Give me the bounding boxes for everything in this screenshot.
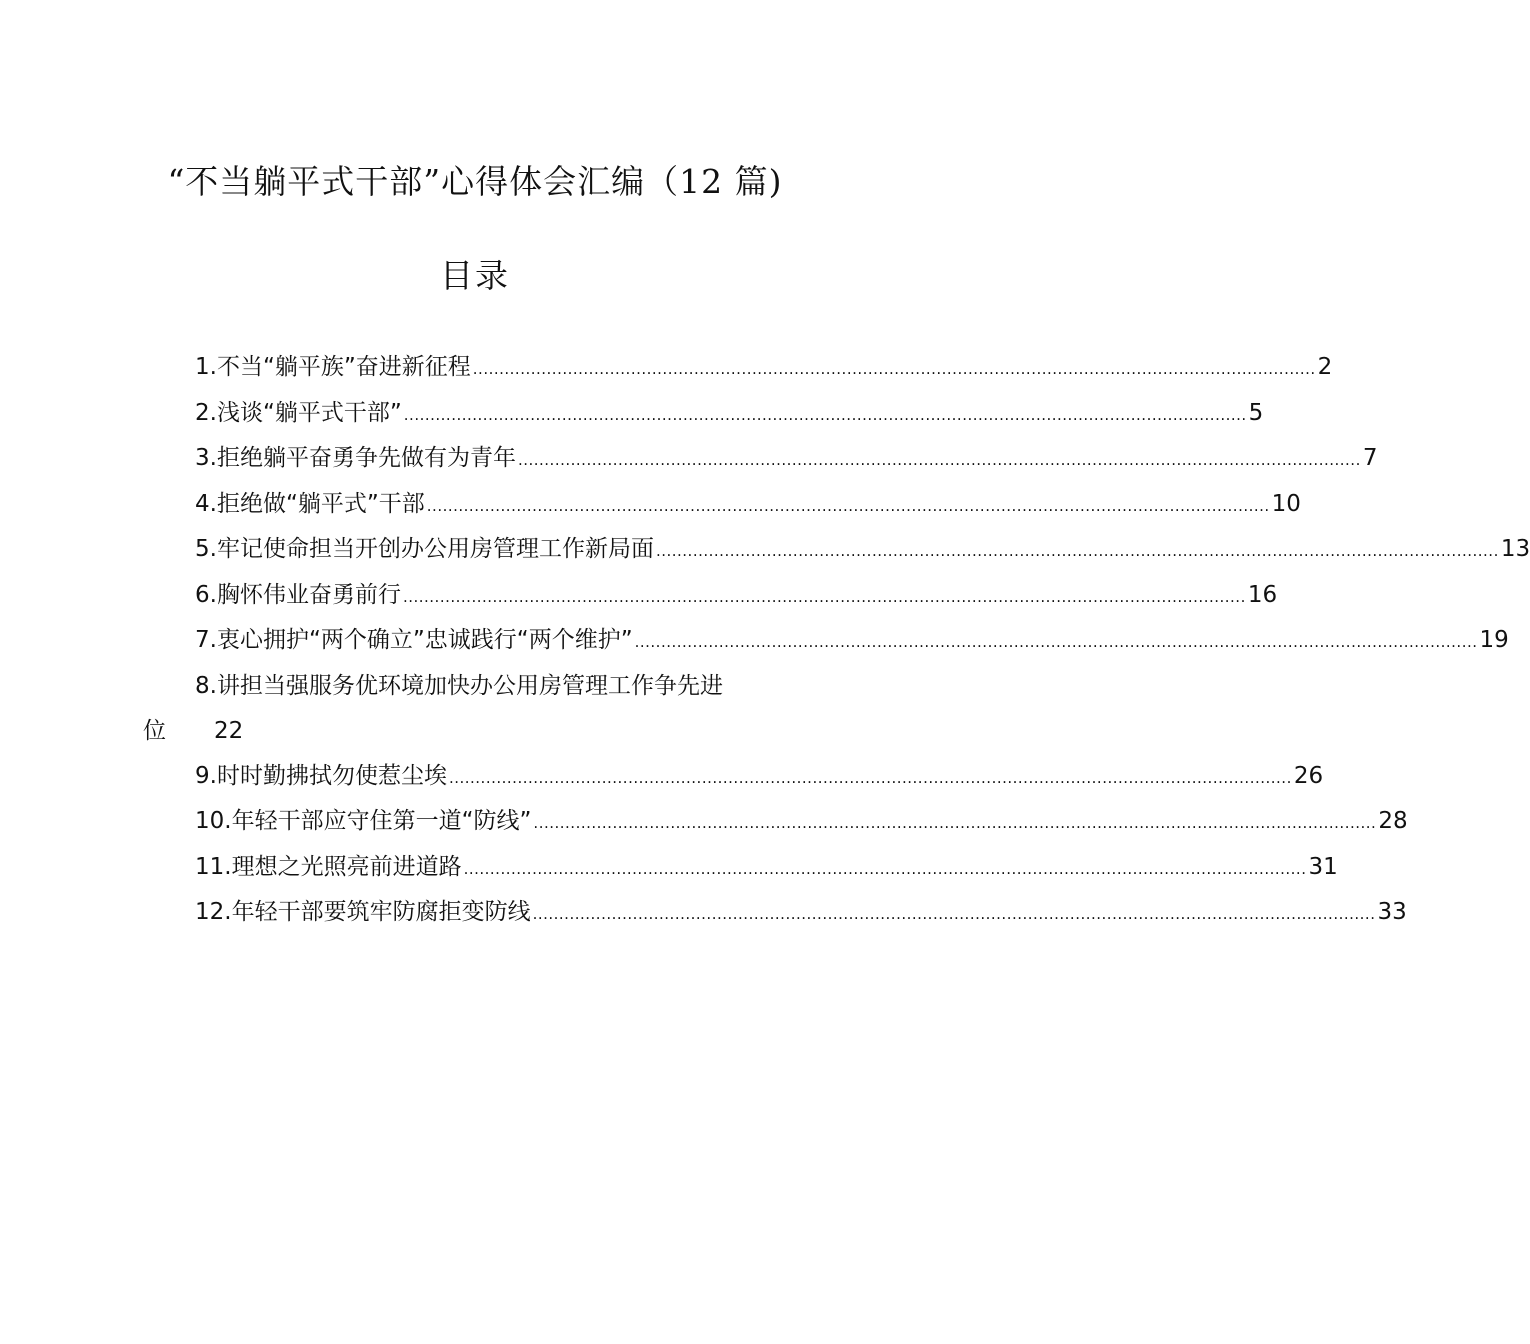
toc-entry[interactable] [195,527,1530,573]
toc-dot-leader: ................................................................................................................................................................ [532,905,1376,923]
toc-entry[interactable] [195,845,1338,891]
toc-entry-page: 2 [1317,354,1333,380]
toc-entry-page: 19 [1479,627,1509,653]
toc-entry[interactable] [195,618,1509,664]
toc-entry-page: 7 [1362,445,1378,471]
toc-heading: 目录 [440,256,510,295]
toc-entry-page: 31 [1308,853,1338,880]
toc-dot-leader: ................................................................................................................................................................ [402,587,1246,606]
toc-entry-label: 2.浅谈“躺平式干部” [195,399,402,426]
toc-dot-leader: ................................................................................................................................................................ [533,814,1377,832]
toc-entry-page: 28 [1378,808,1408,834]
toc-dot-leader: ................................................................................................................................................................ [426,496,1270,515]
toc-dot-leader: ................................................................................................................................................................ [463,859,1307,878]
toc-dot-leader: ................................................................................................................................................................ [634,633,1478,651]
toc-entry-page: 22 [214,717,244,744]
toc-dot-leader: ................................................................................................................................................................ [448,768,1292,787]
toc-entry[interactable] [195,436,1378,482]
toc-entry-label: 10.年轻干部应守住第一道“防线” [195,808,532,834]
toc-entry-page: 13 [1500,536,1530,562]
toc-dot-leader: ................................................................................................................................................................ [472,360,1316,378]
toc-entry-page: 16 [1247,581,1278,608]
toc-entry[interactable] [195,482,1301,528]
toc-entry-label: 12.年轻干部要筑牢防腐拒变防线 [195,899,531,925]
toc-entry-label: 3.拒绝躺平奋勇争先做有为青年 [195,445,516,471]
toc-entry[interactable] [195,573,1278,619]
toc-entry-label: 8.讲担当强服务优环境加快办公用房管理工作争先进 [195,672,723,699]
toc-entry[interactable] [195,799,1408,845]
toc-entry-page: 5 [1248,399,1264,426]
toc-entry[interactable] [143,664,812,754]
toc-entry-label: 4.拒绝做“躺平式”干部 [195,490,425,517]
toc-entry[interactable] [195,754,1324,800]
toc-dot-leader: ................................................................................................................................................................ [517,451,1361,469]
toc-entry-page: 33 [1377,899,1407,925]
toc-entry[interactable] [195,391,1264,437]
toc-entry-label: 1.不当“躺平族”奋进新征程 [195,354,471,380]
document-title: “不当躺平式干部”心得体会汇编（12 篇) [167,162,783,201]
toc-entry-page: 26 [1293,762,1324,789]
toc-entry[interactable] [195,345,1333,391]
toc-entry-label: 7.衷心拥护“两个确立”忠诚践行“两个维护” [195,627,633,653]
toc-entry-label: 11.理想之光照亮前进道路 [195,853,462,880]
toc-dot-leader: ................................................................................................................................................................ [655,542,1499,560]
toc-entry-page: 10 [1271,490,1301,517]
toc-entry[interactable] [195,890,1407,936]
toc-entry-label: 6.胸怀伟业奋勇前行 [195,581,401,608]
toc-entry-label: 5.牢记使命担当开创办公用房管理工作新局面 [195,536,654,562]
toc-entry-label: 9.时时勤拂拭勿使惹尘埃 [195,762,447,789]
table-of-contents [143,345,1530,936]
toc-entry-label-tail: 位 [143,717,166,744]
toc-entry-label-continued [143,709,243,754]
toc-dot-leader: ................................................................................................................................................................ [403,405,1247,424]
